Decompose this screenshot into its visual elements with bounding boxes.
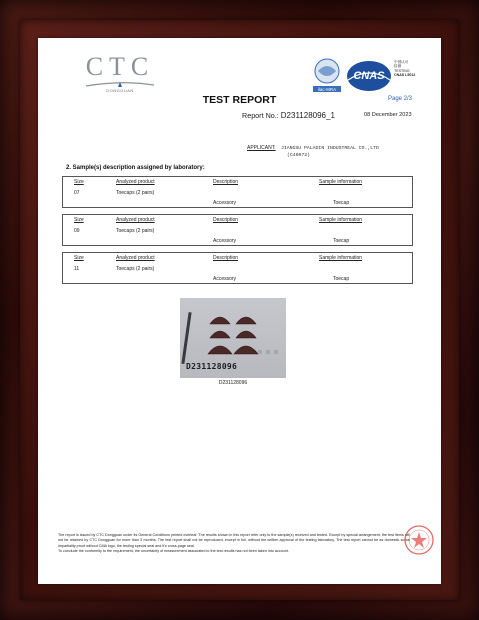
swoosh-icon: [84, 80, 156, 88]
sample-product: Toecaps (2 pairs): [116, 190, 155, 196]
cnas-text: [394, 60, 415, 78]
sample-box: [62, 176, 413, 208]
ctc-logo-letters: [80, 52, 160, 82]
sample-size: 07: [74, 190, 80, 196]
cnas-line: 中国认可: [394, 60, 409, 64]
page-number: Page 2/3: [388, 96, 413, 102]
applicant-label: APPLICANT:: [247, 145, 276, 151]
col-description-header: Description: [213, 179, 239, 185]
col-size-header: Size: [74, 179, 84, 185]
sample-product: Toecaps (2 pairs): [116, 228, 155, 234]
col-analyzed-header: Analyzed product: [116, 255, 155, 261]
ilac-mra-icon: [310, 58, 344, 94]
sample-size: 11: [74, 266, 80, 272]
footer-text: The report is issued by CTC Dongguan under its General Conditions printed overleaf. The results shown in this report refer only to the sample(s) received and tested. Except by special arrangement, the test items will not be retained by CTC Dongguan for more than 3 months. The test report shall not be reproduced, except in full, without the written approval of the testing laboratory. The test report cannot be as domestic social impartiality proof without CMA logo, the testing special seal and it's cross-page seal.: [58, 533, 410, 548]
col-sample-info-header: Sample information: [319, 217, 363, 223]
report-date: 08 December 2023: [364, 112, 412, 118]
col-sample-info-header: Sample information: [319, 179, 363, 185]
cnas-line: 检测: [394, 64, 402, 69]
applicant-code: (C40072): [287, 153, 311, 158]
ilac-label: ilac-MRA: [317, 87, 337, 92]
footer-disclaimer: [58, 533, 410, 555]
sample-info: Toecap: [333, 200, 350, 206]
section-title: 2. Sample(s) description assigned by laboratory:: [66, 165, 205, 171]
ctc-letters-text: CTC: [85, 52, 155, 81]
col-description-header: Description: [213, 255, 239, 261]
ctc-logo-subtitle: DONGGUAN: [106, 88, 134, 93]
cnas-label: CNAS: [353, 70, 385, 82]
red-seal-icon: [403, 524, 435, 556]
sample-description: Accessory: [213, 200, 237, 206]
sample-description: Accessory: [213, 238, 237, 244]
col-size-header: Size: [74, 217, 84, 223]
accreditation-logos: [310, 58, 438, 98]
col-analyzed-header: Analyzed product: [116, 179, 155, 185]
sample-info: Toecap: [333, 238, 350, 244]
cnas-line: TESTING: [394, 68, 410, 73]
sample-size: 09: [74, 228, 80, 234]
photo-caption: D231128096: [218, 380, 248, 386]
sample-box: [62, 214, 413, 246]
cnas-icon: [346, 58, 392, 94]
col-sample-info-header: Sample information: [319, 255, 363, 261]
sample-photo: [180, 298, 286, 378]
report-title: TEST REPORT: [202, 94, 277, 106]
col-analyzed-header: Analyzed product: [116, 217, 155, 223]
applicant-name: JIANGSU PALADIN INDUSTREAL CO.,LTD: [281, 146, 379, 151]
photo-stamp: D231128096: [186, 362, 238, 371]
ctc-logo: [80, 52, 160, 96]
footer-note: To conclude the conformity to the requirement, the uncertainty of measurement associated to the test results has not been taken into account.: [58, 549, 289, 554]
col-description-header: Description: [213, 217, 239, 223]
col-size-header: Size: [74, 255, 84, 261]
sample-box: [62, 252, 413, 284]
report-number: [242, 111, 335, 120]
sample-product: Toecaps (2 pairs): [116, 266, 155, 272]
sample-description: Accessory: [213, 276, 237, 282]
cnas-line: CNAS L5012: [394, 73, 416, 78]
sample-info: Toecap: [333, 276, 350, 282]
applicant: [247, 145, 379, 158]
report-number-value: D231128096_1: [280, 111, 335, 120]
report-number-label: Report No.:: [242, 111, 279, 120]
report-page: [38, 38, 441, 584]
